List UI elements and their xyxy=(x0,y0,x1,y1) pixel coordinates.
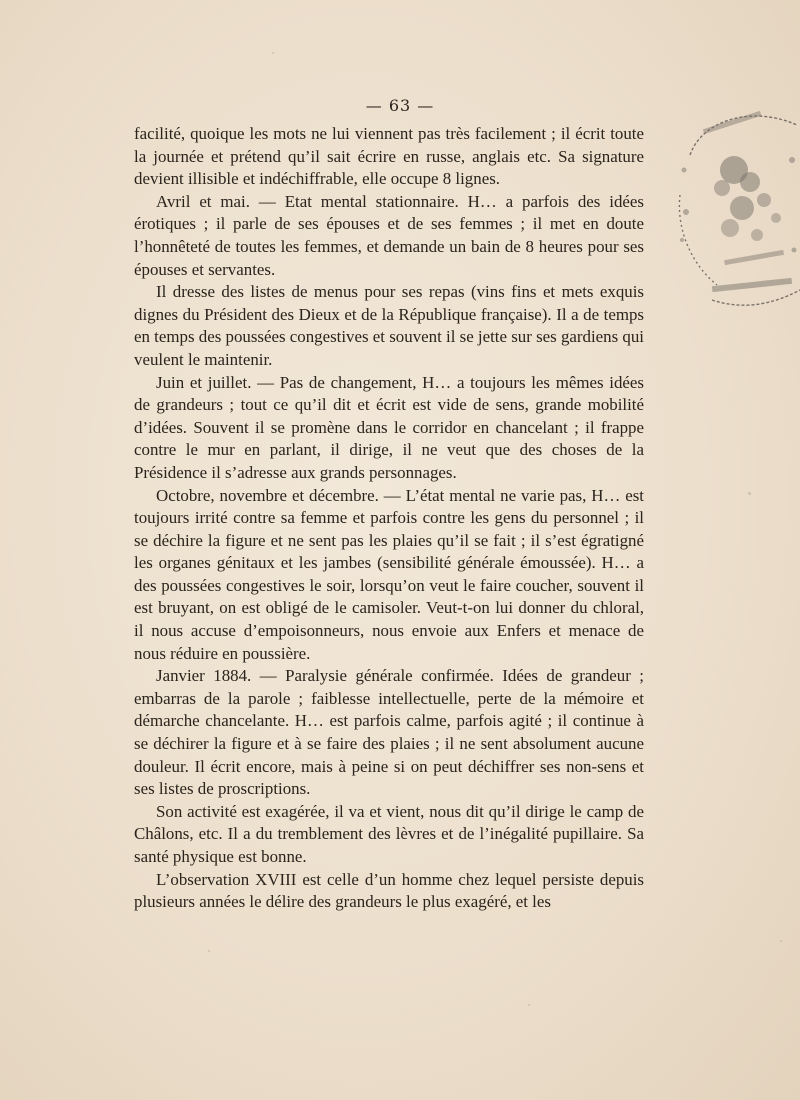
body-text xyxy=(134,123,644,914)
paragraph: facilité, quoique les mots ne lui viennent pas très facilement ; il écrit toute la journée et prétend qu’il sait écrire en russe, anglais etc. Sa signature devient illisible et indéchiffrable, elle occupe 8 lignes. xyxy=(134,124,644,189)
paper-speck xyxy=(208,950,210,952)
paper-speck xyxy=(528,1004,530,1006)
paragraph: Son activité est exagérée, il va et vient, nous dit qu’il dirige le camp de Châlons, etc. Il a du tremblement des lèvres et de l’inégalité pupillaire. Sa santé physique est bonne. xyxy=(134,801,644,866)
paper-speck xyxy=(780,940,782,942)
paragraph: Janvier 1884. — Paralysie générale confirmée. Idées de grandeur ; embarras de la parole ; faiblesse intellectuelle, perte de la mémoire et démarche chancelante. H… est parfois calme, parfois agité ; il continue à se déchirer la figure et à se faire des plaies ; il ne sent absolument aucune douleur. Il écrit encore, mais à peine si on peut déchiffrer ses non-sens et ses listes de proscriptions. xyxy=(134,666,644,799)
paper-speck xyxy=(272,52,274,54)
paragraph: L’observation XVIII est celle d’un homme chez lequel persiste depuis plusieurs années le délire des grandeurs le plus exagéré, et les xyxy=(134,869,644,912)
paragraph: Octobre, novembre et décembre. — L’état mental ne varie pas, H… est toujours irrité contre sa femme et parfois contre les gens du personnel ; il se déchire la figure et ne sent pas les plaies qu’il se fait ; il s’est égratigné les organes génitaux et les jambes (sensibilité générale émoussée). H… a des poussées congestives le soir, lorsqu’on veut le faire coucher, souvent il est bruyant, on est obligé de le camisoler. Veut-t-on lui donner du chloral, il nous accuse d’empoisonneurs, nous envoie aux Enfers et menace de nous réduire en poussière. xyxy=(134,485,644,663)
paper-speck xyxy=(748,492,751,495)
paragraph: Avril et mai. — Etat mental stationnaire. H… a parfois des idées érotiques ; il parle de ses épouses et de ses femmes ; il met en doute l’honnêteté de toutes les femmes, et demande un bain de 8 heures pour ses épouses et servantes. xyxy=(134,191,644,279)
page-number: — 63 — xyxy=(365,96,435,115)
paragraph: Juin et juillet. — Pas de changement, H… a toujours les mêmes idées de grandeurs ; tout ce qu’il dit et écrit est vide de sens, grande mobilité d’idées. Souvent il se promène dans le corridor en chancelant ; il frappe contre le mur en parlant, il dirige, il ne veut que des choses de la Présidence il s’adresse aux grands personnages. xyxy=(134,372,644,482)
library-stamp-icon xyxy=(672,100,800,320)
paragraph: Il dresse des listes de menus pour ses repas (vins fins et mets exquis dignes du Président des Dieux et de la République française). Il a de temps en temps des poussées congestives et souvent il se jette sur ses gardiens qui veulent le maintenir. xyxy=(134,282,644,369)
